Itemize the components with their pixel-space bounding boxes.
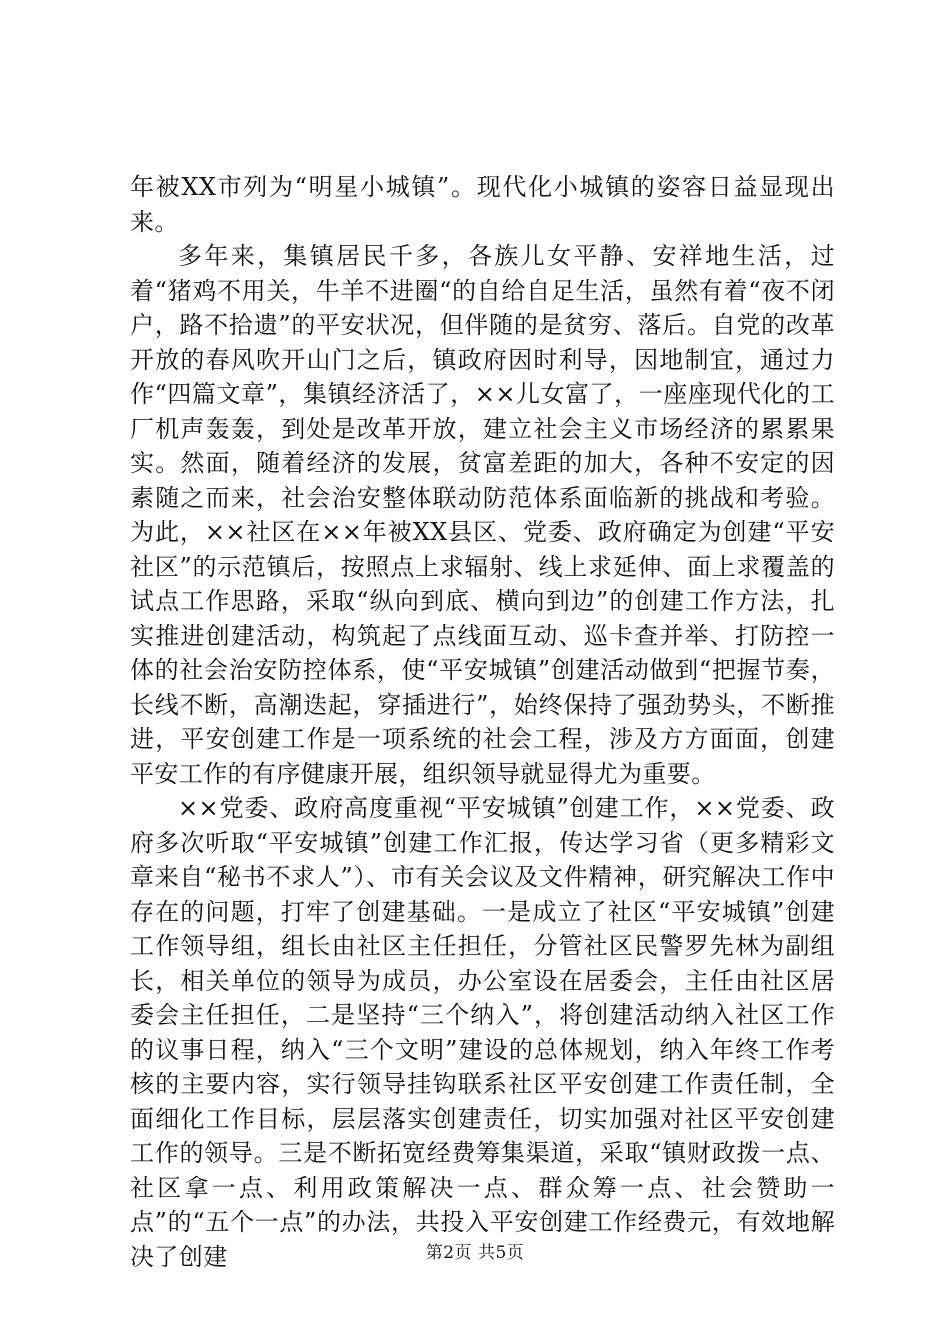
paragraph-1: 年被XX市列为“明星小城镇”。现代化小城镇的姿容日益显现出来。 [130, 173, 835, 236]
page-number-footer: 第2页 共5页 [425, 1243, 525, 1263]
document-body [130, 170, 835, 1274]
paragraph-3: ××党委、政府高度重视“平安城镇”创建工作，××党委、政府多次听取“平安城镇”创建工作汇报，传达学习省（更多精彩文章来自“秘书不求人”）、市有关会议及文件精神，研究解决工作中存在的问题，打牢了创建基础。一是成立了社区“平安城镇”创建工作领导组，组长由社区主任担任，分管社区民警罗先林为副组长，相关单位的领导为成员，办公室设在居委会，主任由社区居委会主任担任，二是坚持“三个纳入”，将创建活动纳入社区工作的议事日程，纳入“三个文明”建设的总体规划，纳入年终工作考核的主要内容，实行领导挂钩联系社区平安创建工作责任制，全面细化工作目标，层层落实创建责任，切实加强对社区平安创建工作的领导。三是不断拓宽经费筹集渠道，采取“镇财政拨一点、社区拿一点、利用政策解决一点、群众筹一点、社会赞助一点”的“五个一点”的办法，共投入平安创建工作经费元，有效地解决了创建 [130, 794, 835, 1271]
paragraph-2: 多年来，集镇居民千多，各族儿女平静、安祥地生活，过着“猪鸡不用关，牛羊不进圈“的自给自足生活，虽然有着“夜不闭户，路不拾遗”的平安状况，但伴随的是贫穷、落后。自党的改革开放的春风吹开山门之后，镇政府因时利导，因地制宜，通过力作“四篇文章”，集镇经济活了，××儿女富了，一座座现代化的工厂机声轰轰，到处是改革开放，建立社会主义市场经济的累累果实。然面，随着经济的发展，贫富差距的加大，各种不安定的因素随之而来，社会治安整体联动防范体系面临新的挑战和考验。为此，××社区在××年被XX县区、党委、政府确定为创建“平安社区”的示范镇后，按照点上求辐射、线上求延伸、面上求覆盖的试点工作思路，采取“纵向到底、横向到边”的创建工作方法，扎实推进创建活动，构筑起了点线面互动、巡卡查并举、打防控一体的社会治安防控体系，使“平安城镇”创建活动做到“把握节奏，长线不断，高潮迭起，穿插进行”，始终保持了强劲势头，不断推进，平安创建工作是一项系统的社会工程，涉及方方面面，创建平安工作的有序健康开展，组织领导就显得尤为重要。 [130, 242, 835, 788]
